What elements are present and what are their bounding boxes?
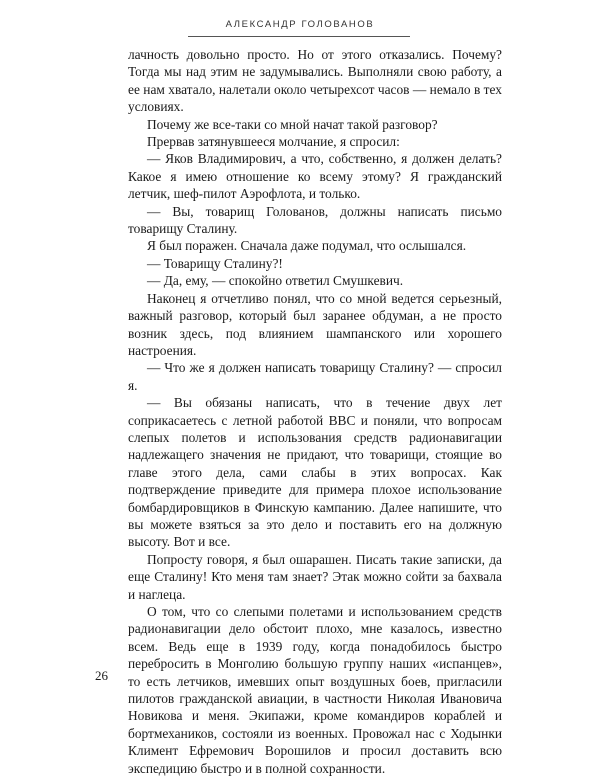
paragraph: — Вы обязаны написать, что в течение двух лет соприкасаетесь с летной работой ВВС и поняли, что вопросам слепых полетов и использования средств радионавигации надлежащего значения не придают, что товарищи, стоящие во главе этого дела, сами слабы в этих вопросах. Как подтверждение приведите для примера плохое использование бомбардировщиков в Финскую кампанию. Далее напишите, что вы можете взяться за это дело и поставить его на должную высоту. Вот и все.: [128, 395, 502, 550]
paragraph: — Вы, товарищ Голованов, должны написать письмо товарищу Сталину.: [128, 203, 502, 237]
paragraph: Наконец я отчетливо понял, что со мной ведется серьезный, важный разговор, который был заранее обдуман, а не просто возник здесь, под влиянием шампанского или хорошего настроения.: [128, 290, 502, 358]
page-number: 26: [95, 668, 108, 683]
paragraph: — Что же я должен написать товарищу Сталину? — спросил я.: [128, 360, 502, 393]
main-text: [128, 46, 502, 777]
paragraph: лачность довольно просто. Но от этого отказались. Почему? Тогда мы над этим не задумывались. Выполняли свою работу, а ее нам хватало, налетали около четырехсот часов — немало в тех условиях.: [128, 47, 502, 115]
paragraph: Почему же все-таки со мной начат такой разговор?: [147, 116, 438, 132]
paragraph: О том, что со слепыми полетами и использованием средств радионавигации дело обстоит плохо, мне казалось, известно всем. Ведь еще в 1939 году, когда понадобилось быстро перебросить в Монголию большую группу наших «испанцев», то есть летчиков, имевших опыт воздушных боев, пригласили пилотов гражданской авиации, в частности Николая Ивановича Новикова и меня. Экипажи, кроме командиров кораблей и бортмехаников, состояли из военных. Провожал нас с Ходынки Климент Ефремович Ворошилов и просил доставить всю экспедицию быстро и в полной сохранности.: [128, 604, 502, 776]
paragraph: Я был поражен. Сначала даже подумал, что ослышался.: [147, 238, 467, 254]
paragraph: Прервав затянувшееся молчание, я спросил:: [147, 134, 400, 150]
paragraph: Попросту говоря, я был ошарашен. Писать такие записки, да еще Сталину! Кто меня там знает? Этак можно сойти за бахвала и наглеца.: [128, 551, 502, 602]
header-rule: [188, 36, 410, 37]
paragraph: — Яков Владимирович, а что, собственно, я должен делать? Какое я имею отношение ко всему этому? Я гражданский летчик, шеф-пилот Аэрофлота, и только.: [128, 151, 502, 202]
paragraph: — Товарищу Сталину?!: [147, 255, 283, 271]
running-head-title: АЛЕКСАНДР ГОЛОВАНОВ: [225, 19, 375, 30]
paragraph: — Да, ему, — спокойно ответил Смушкевич.: [147, 273, 404, 289]
